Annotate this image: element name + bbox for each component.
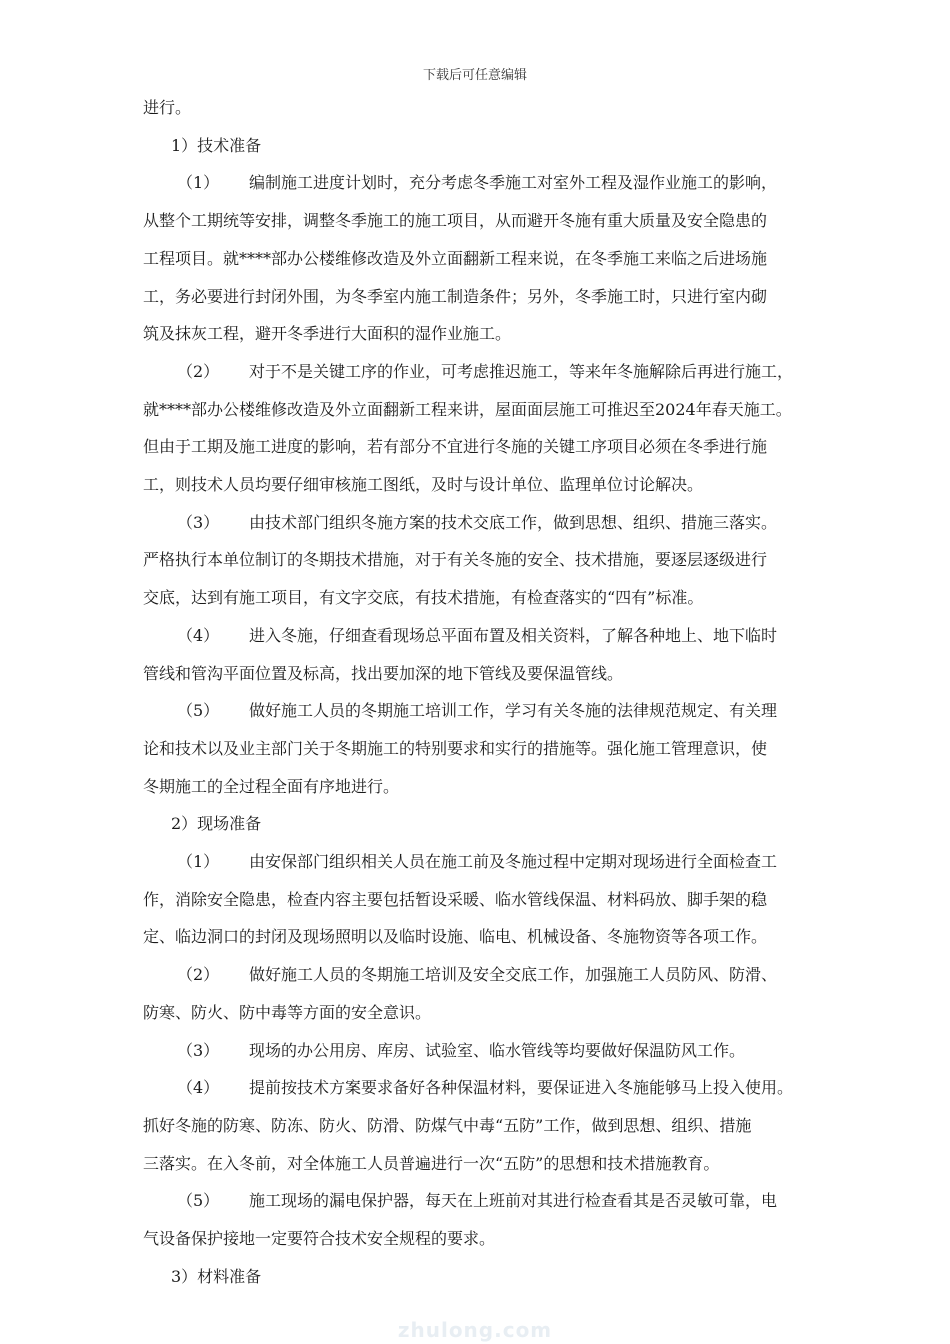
text-line (143, 400, 792, 420)
line-text: 论和技术以及业主部门关于冬期施工的特别要求和实行的措施等。强化施工管理意识，使 (143, 738, 768, 758)
line-text: 由安保部门组织相关人员在施工前及冬施过程中定期对现场进行全面检查工 (249, 852, 778, 871)
line-text: 管线和管沟平面位置及标高，找出要加深的地下管线及要保温管线。 (143, 663, 624, 683)
text-line (143, 287, 767, 307)
line-text: 施工现场的漏电保护器，每天在上班前对其进行检查看其是否灵敏可靠，电 (249, 1191, 778, 1211)
line-text: 做好施工人员的冬期施工培训及安全交底工作，加强施工人员防风、防滑、 (249, 965, 778, 985)
item-number: （4） (177, 1078, 220, 1098)
line-text: 工程项目。就****部办公楼维修改造及外立面翻新工程来说，在冬季施工来临之后进场施 (143, 248, 768, 268)
line-text: 防寒、防火、防中毒等方面的安全意识。 (143, 1002, 432, 1022)
text-line (171, 362, 793, 382)
text-line (171, 1191, 777, 1211)
text-line (143, 1116, 751, 1136)
line-text: 但由于工期及施工进度的影响，若有部分不宜进行冬施的关键工序项目必须在冬季进行施 (143, 437, 768, 457)
text-line (143, 437, 767, 457)
line-text: 抓好冬施的防寒、防冻、防火、防滑、防煤气中毒“五防”工作，做到思想、组织、措施 (143, 1115, 752, 1135)
item-number: （4） (177, 625, 220, 645)
watermark: zhulong.com (397, 1318, 553, 1342)
text-line (171, 814, 261, 834)
text-line (143, 249, 767, 269)
text-line (171, 852, 777, 872)
text-line (143, 927, 767, 947)
line-text: 现场的办公用房、库房、试验室、临水管线等均要做好保温防风工作。 (249, 1040, 746, 1060)
text-line (143, 588, 703, 608)
line-text: 三落实。在入冬前，对全体施工人员普遍进行一次“五防”的思想和技术措施教育。 (143, 1153, 720, 1173)
line-text: 严格执行本单位制订的冬期技术措施，对于有关冬施的安全、技术措施，要逐层逐级进行 (143, 550, 768, 570)
text-line (143, 739, 767, 759)
line-text: 提前按技术方案要求备好各种保温材料，要保证进入冬施能够马上投入使用。 (249, 1078, 794, 1098)
line-text: 工，务必要进行封闭外围，为冬季室内施工制造条件；另外，冬季施工时，只进行室内砌 (143, 286, 768, 306)
text-line (143, 1003, 431, 1023)
text-line (143, 211, 767, 231)
text-line (143, 890, 767, 910)
line-text: 编制施工进度计划时，充分考虑冬季施工对室外工程及湿作业施工的影响， (249, 173, 778, 193)
line-text: 2）现场准备 (171, 814, 262, 834)
text-line (171, 173, 777, 193)
item-number: （3） (177, 512, 220, 532)
line-text: 从整个工期统等安排，调整冬季施工的施工项目，从而避开冬施有重大质量及安全隐患的 (143, 211, 768, 231)
line-text: 冬期施工的全过程全面有序地进行。 (143, 776, 400, 796)
item-number: （1） (177, 852, 220, 871)
text-line (171, 626, 777, 646)
line-text: 作，消除安全隐患，检查内容主要包括暂设采暖、临水管线保温、材料码放、脚手架的稳 (143, 889, 768, 909)
line-text: 就****部办公楼维修改造及外立面翻新工程来讲，屋面面层施工可推迟至2024年春天施工。 (143, 399, 792, 419)
text-line (143, 664, 623, 684)
text-line (143, 324, 511, 344)
line-text: 对于不是关键工序的作业，可考虑推迟施工，等来年冬施解除后再进行施工， (249, 361, 794, 381)
text-line (171, 701, 777, 721)
item-number: （3） (177, 1040, 220, 1060)
line-text: 筑及抹灰工程，避开冬季进行大面积的湿作业施工。 (143, 324, 512, 344)
line-text: 3）材料准备 (171, 1266, 262, 1286)
line-text: 1）技术准备 (171, 135, 262, 155)
text-line (143, 550, 767, 570)
text-line (171, 1267, 261, 1287)
text-line (143, 1229, 495, 1249)
text-line (171, 1078, 793, 1098)
line-text: 气设备保护接地一定要符合技术安全规程的要求。 (143, 1229, 496, 1248)
item-number: （2） (177, 965, 220, 985)
item-number: （1） (177, 173, 220, 193)
text-line (171, 1041, 745, 1061)
text-line (143, 777, 399, 797)
text-line (171, 136, 261, 156)
line-text: 进行。 (143, 98, 192, 117)
text-line (143, 98, 191, 118)
line-text: 由技术部门组织冬施方案的技术交底工作，做到思想、组织、措施三落实。 (249, 512, 778, 532)
line-text: 工，则技术人员均要仔细审核施工图纸，及时与设计单位、监理单位讨论解决。 (143, 475, 704, 494)
text-line (171, 513, 777, 533)
text-line (143, 475, 703, 495)
text-line (143, 1154, 719, 1174)
page-header: 下载后可任意编辑 (422, 68, 527, 83)
line-text: 做好施工人员的冬期施工培训工作，学习有关冬施的法律规范规定、有关理 (249, 701, 778, 721)
item-number: （5） (177, 701, 220, 721)
line-text: 交底，达到有施工项目，有文字交底，有技术措施，有检查落实的“四有”标准。 (143, 588, 704, 608)
line-text: 定、临边洞口的封闭及现场照明以及临时设施、临电、机械设备、冬施物资等各项工作。 (143, 927, 768, 947)
line-text: 进入冬施，仔细查看现场总平面布置及相关资料，了解各种地上、地下临时 (249, 625, 778, 645)
text-line (171, 965, 777, 985)
item-number: （2） (177, 361, 220, 381)
item-number: （5） (177, 1191, 220, 1211)
